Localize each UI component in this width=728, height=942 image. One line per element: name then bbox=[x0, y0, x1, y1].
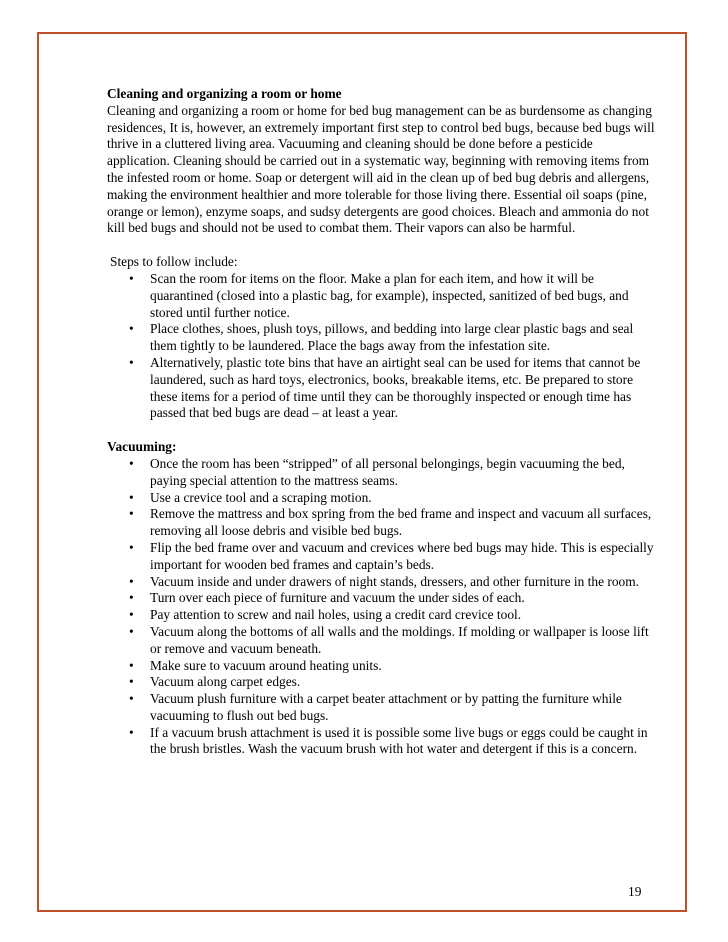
document-body bbox=[107, 86, 657, 758]
section-heading-cleaning: Cleaning and organizing a room or home bbox=[107, 86, 342, 101]
list-item: • Vacuum along the bottoms of all walls and the moldings. If molding or wallpaper is loose lift or remove and vacuum beneath. bbox=[129, 623, 649, 656]
list-item: • Pay attention to screw and nail holes, using a credit card crevice tool. bbox=[129, 607, 522, 623]
list-item: • Vacuum along carpet edges. bbox=[129, 674, 301, 690]
list-item: • Turn over each piece of furniture and vacuum the under sides of each. bbox=[129, 590, 525, 606]
bullet-icon: • bbox=[129, 657, 134, 673]
bullet-icon: • bbox=[129, 489, 134, 505]
bullet-icon: • bbox=[129, 724, 134, 740]
list-item: • If a vacuum brush attachment is used it is possible some live bugs or eggs could be caught in the brush bristles. Wash the vacuum brush with hot water and detergent if this is a concern. bbox=[129, 724, 648, 757]
bullet-icon: • bbox=[129, 691, 134, 707]
list-item: • Vacuum inside and under drawers of night stands, dressers, and other furniture in the room. bbox=[129, 573, 640, 589]
bullet-icon: • bbox=[129, 674, 134, 690]
list-item: • Vacuum plush furniture with a carpet beater attachment or by patting the furniture while vacuuming to flush out bed bugs. bbox=[129, 691, 622, 723]
list-item: • Use a crevice tool and a scraping motion. bbox=[129, 489, 372, 505]
list-item: • Flip the bed frame over and vacuum and crevices where bed bugs may hide. This is especially important for wooden bed frames and captain’s beds. bbox=[129, 539, 654, 572]
steps-title: Steps to follow include: bbox=[110, 254, 238, 270]
list-item: • Scan the room for items on the floor. Make a plan for each item, and how it will be quarantined (closed into a plastic bag, for example), inspected, sanitized of bed bugs, and stored until further notice. bbox=[129, 270, 629, 320]
vacuuming-list bbox=[107, 456, 657, 758]
cleaning-paragraph: Cleaning and organizing a room or home for bed bug management can be as burdensome as changing residences, It is, however, an extremely important first step to control bed bugs, because bed bugs will thrive in a cluttered living area. Vacuuming and cleaning should be done before a pesticide application. Cleaning should be carried out in a systematic way, beginning with removing items from the infested room or home. Soap or detergent will aid in the clean up of bed bug debris and allergens, making the environment healthier and more tolerable for those living there. Essential oil soaps (pine, orange or lemon), enzyme soaps, and sudsy detergents are good choices. Bleach and ammonia do not kill bed bugs and should not be used to combat them. Their vapors can also be harmful. bbox=[107, 102, 655, 236]
bullet-icon: • bbox=[129, 539, 134, 555]
bullet-icon: • bbox=[129, 455, 134, 471]
list-item: • Place clothes, shoes, plush toys, pillows, and bedding into large clear plastic bags and seal them tightly to be laundered. Place the bags away from the infestation site. bbox=[129, 321, 634, 354]
bullet-icon: • bbox=[129, 354, 134, 370]
bullet-icon: • bbox=[129, 623, 134, 639]
list-item: • Remove the mattress and box spring from the bed frame and inspect and vacuum all surfaces, removing all loose debris and visible bed bugs. bbox=[129, 506, 652, 539]
list-item: • Alternatively, plastic tote bins that have an airtight seal can be used for items that cannot be laundered, such as hard toys, electronics, books, breakable items, etc. Be prepared to store these items for a period of time until they can be thoroughly inspected or enough time has passed that bed bugs are dead – at least a year. bbox=[129, 354, 641, 421]
bullet-icon: • bbox=[129, 321, 134, 337]
bullet-icon: • bbox=[129, 590, 134, 606]
bullet-icon: • bbox=[129, 607, 134, 623]
bullet-icon: • bbox=[129, 506, 134, 522]
section-heading-vacuuming: Vacuuming: bbox=[107, 439, 177, 455]
list-item: • Make sure to vacuum around heating units. bbox=[129, 657, 382, 673]
page-number: 19 bbox=[628, 884, 642, 899]
steps-list bbox=[107, 271, 657, 422]
bullet-icon: • bbox=[129, 270, 134, 286]
list-item: • Once the room has been “stripped” of all personal belongings, begin vacuuming the bed, paying special attention to the mattress seams. bbox=[129, 455, 625, 488]
bullet-icon: • bbox=[129, 573, 134, 589]
